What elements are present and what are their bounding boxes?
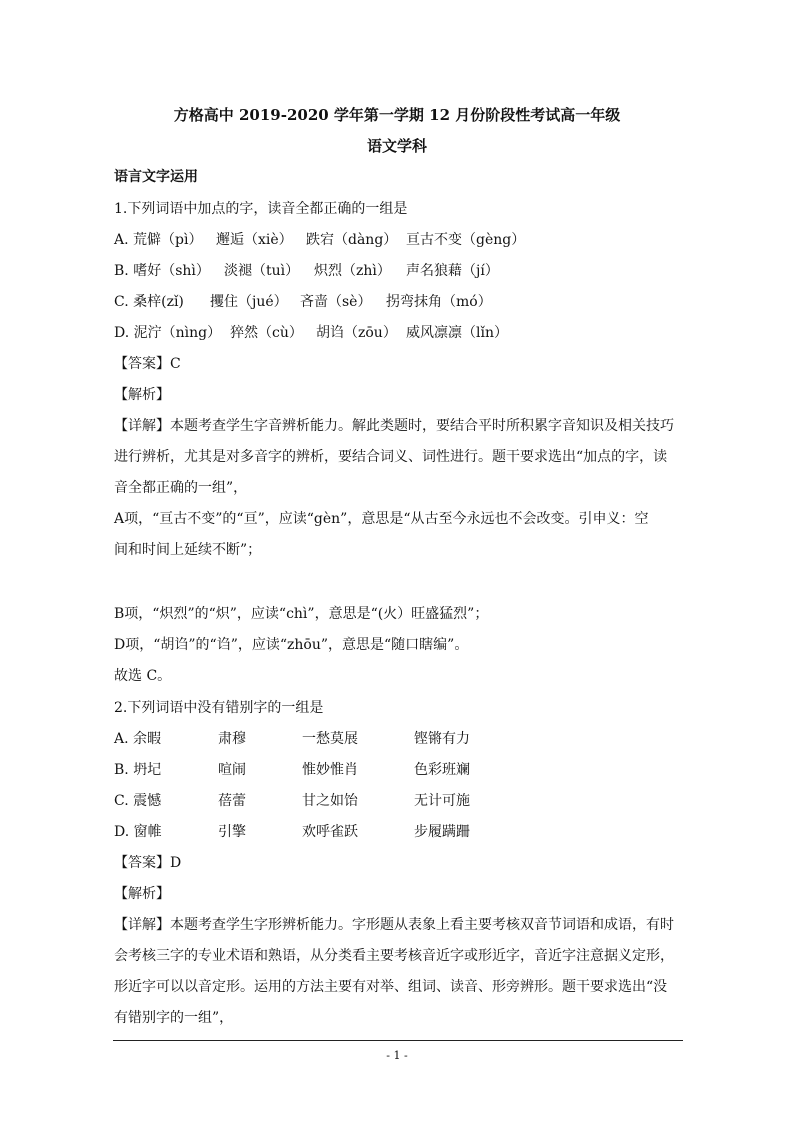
page-number: - 1 -	[386, 1049, 408, 1062]
option-item: 步履蹒跚	[414, 824, 470, 840]
analysis-line: 进行辨析，尤其是对多音字的辨析，要结合词义、词性进行。题干要求选出“加点的字，读	[114, 449, 668, 465]
analysis-line: 会考核三字的专业术语和熟语，从分类看主要考核音近字或形近字，音近字注意据义定形，	[114, 948, 674, 964]
option-item: A. 荒僻（pì）	[114, 232, 203, 248]
section-heading: 语言文字运用	[114, 169, 198, 185]
option-item: 肃穆	[218, 731, 246, 747]
option-item: 惟妙惟肖	[302, 762, 358, 778]
analysis-line: 间和时间上延续不断”；	[114, 542, 262, 558]
option-item: B. 坍圮	[114, 762, 162, 778]
question-2-answer: 【答案】D	[114, 855, 182, 871]
analysis-line: 故选 C。	[114, 668, 172, 684]
document-title: 方格高中 2019-2020 学年第一学期 12 月份阶段性考试高一年级	[173, 106, 621, 124]
option-item: 欢呼雀跃	[302, 824, 358, 840]
analysis-line: 【详解】本题考查学生字形辨析能力。字形题从表象上看主要考核双音节词语和成语，有时	[114, 917, 674, 933]
option-item: 甘之如饴	[302, 793, 358, 809]
analysis-line: D项，“胡诌”的“诌”，应读“zhōu”，意思是“随口瞎编”。	[114, 637, 469, 653]
analysis-line: 形近字可以以音定形。运用的方法主要有对举、组词、读音、形旁辨形。题干要求选出“没	[114, 979, 668, 995]
analysis-line: 音全都正确的一组”，	[114, 480, 248, 496]
option-item: 胡诌（zōu）	[316, 325, 397, 341]
option-item: C. 桑梓(zǐ)	[114, 294, 184, 310]
question-2-stem: 2.下列词语中没有错别字的一组是	[114, 700, 324, 716]
option-item: 威风凛凛（lǐn）	[406, 325, 508, 341]
option-item: 猝然（cù）	[230, 325, 303, 341]
option-item: 声名狼藉（jí）	[406, 263, 499, 279]
option-item: 喧闹	[218, 762, 246, 778]
option-item: 炽烈（zhì）	[314, 263, 391, 279]
option-item: 引擎	[218, 824, 246, 840]
option-item: C. 震憾	[114, 793, 162, 809]
option-item: 蓓蕾	[218, 793, 246, 809]
option-item: A. 余暇	[114, 731, 162, 747]
option-item: 邂逅（xiè）	[216, 232, 293, 248]
option-item: 淡褪（tuì）	[224, 263, 300, 279]
option-item: 跌宕（dàng）	[306, 232, 398, 248]
question-1-analysis-label: 【解析】	[114, 387, 170, 403]
analysis-line: B项，“炽烈”的“炽”，应读“chì”，意思是“(火）旺盛猛烈”；	[114, 606, 489, 622]
option-item: 拐弯抹角（mó）	[386, 294, 492, 310]
analysis-line: A项，“亘古不变”的“亘”，应读“gèn”，意思是“从古至今永远也不会改变。引申义：空	[114, 511, 649, 527]
option-item: 无计可施	[414, 793, 470, 809]
question-2-analysis-label: 【解析】	[114, 886, 170, 902]
option-item: D. 窗帷	[114, 824, 162, 840]
option-item: 色彩班斓	[414, 762, 470, 778]
question-1-answer: 【答案】C	[114, 356, 181, 372]
analysis-line: 有错别字的一组”，	[114, 1010, 234, 1026]
option-item: B. 嗜好（shì）	[114, 263, 210, 279]
subject-title: 语文学科	[366, 137, 427, 155]
footer-divider	[113, 1040, 683, 1041]
question-1-stem: 1.下列词语中加点的字，读音全都正确的一组是	[114, 201, 408, 217]
analysis-line: 【详解】本题考查学生字音辨析能力。解此类题时，要结合平时所积累字音知识及相关技巧	[114, 418, 674, 434]
option-item: D. 泥泞（nìng）	[114, 325, 222, 341]
option-item: 攫住（jué）	[210, 294, 288, 310]
option-item: 亘古不变（gèng）	[406, 232, 526, 248]
option-item: 一愁莫展	[302, 731, 358, 747]
option-item: 吝啬（sè）	[300, 294, 372, 310]
option-item: 铿锵有力	[414, 731, 470, 747]
